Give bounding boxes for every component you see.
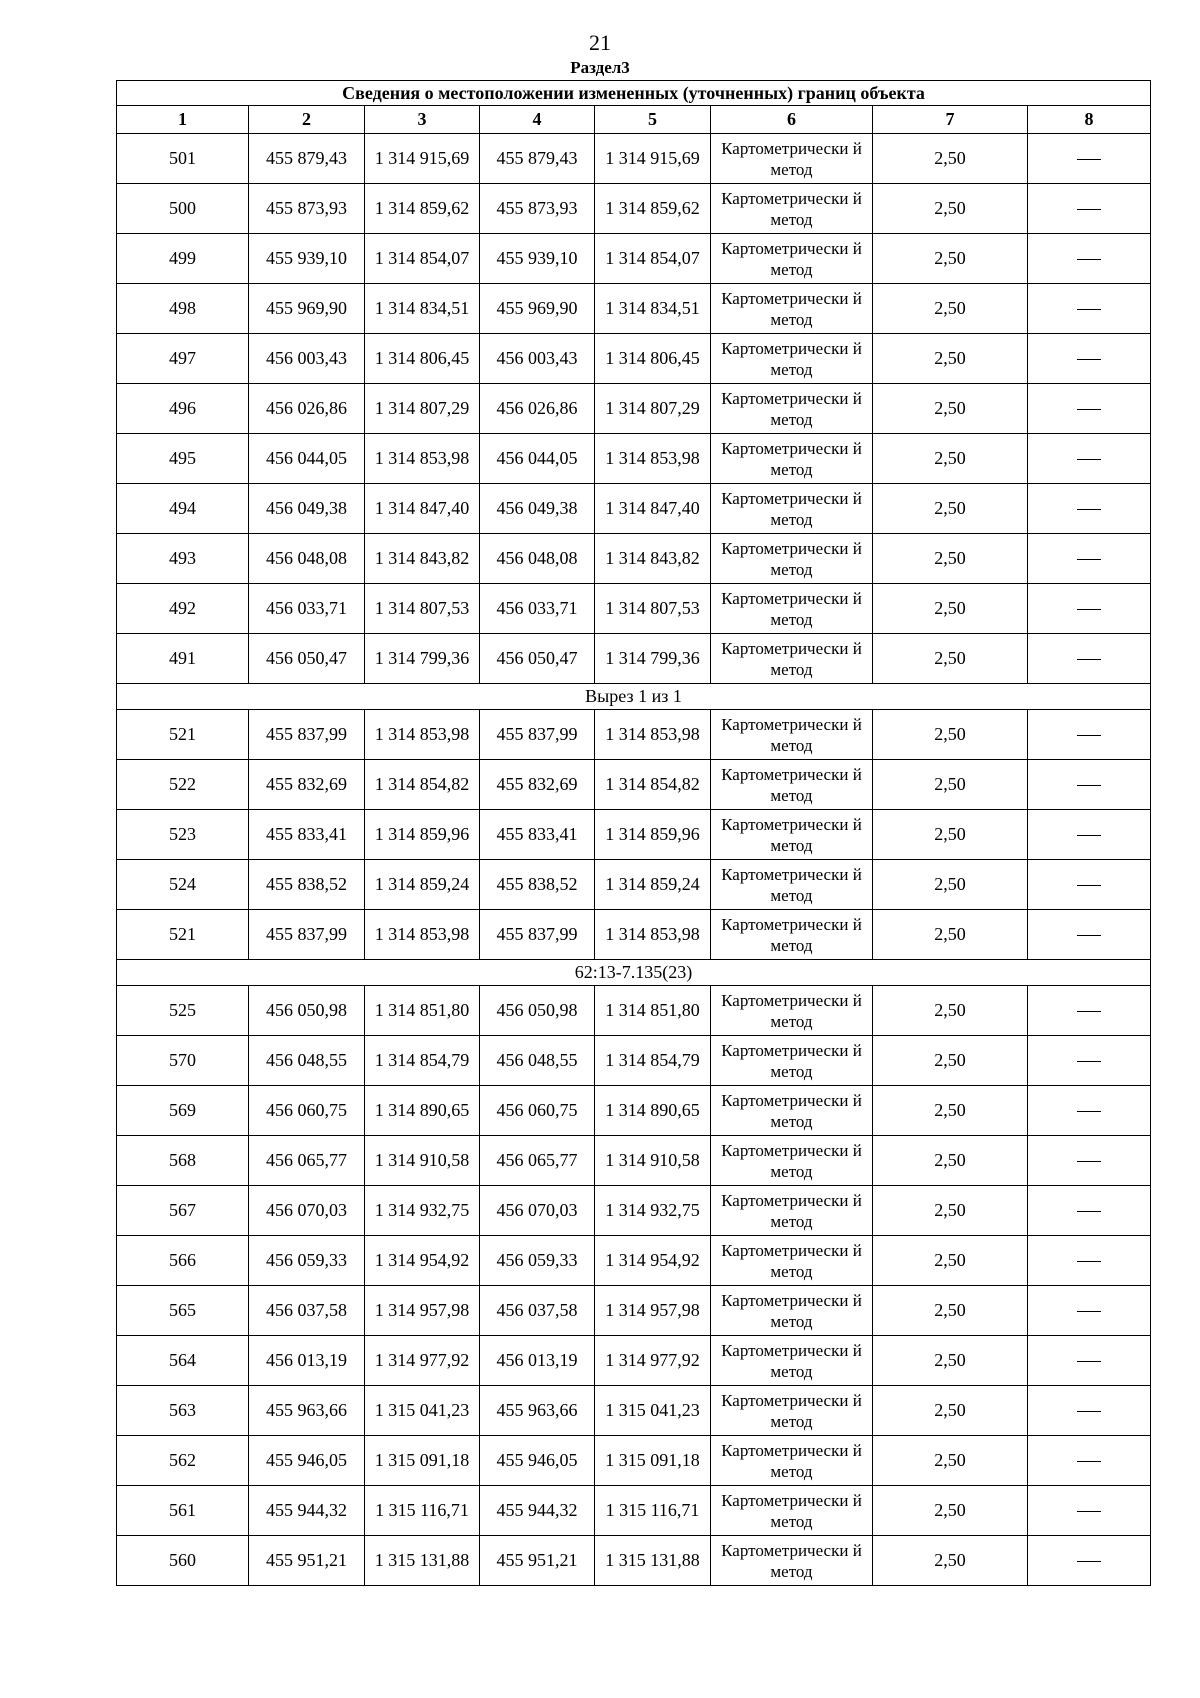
table-row — [117, 1386, 1151, 1436]
dash-mark — [1077, 509, 1101, 510]
table-cell: 2,50 — [873, 710, 1028, 760]
table-cell: 523 — [117, 810, 249, 860]
table-cell: 2,50 — [873, 334, 1028, 384]
dash-mark — [1077, 1561, 1101, 1562]
dash-mark — [1077, 609, 1101, 610]
table-cell-dash — [1028, 584, 1151, 634]
table-cell: Картометрически й метод — [711, 810, 873, 860]
table-cell: 1 314 859,96 — [595, 810, 711, 860]
table-cell-dash — [1028, 760, 1151, 810]
table-cell: 1 314 799,36 — [365, 634, 480, 684]
table-cell: 456 050,98 — [249, 986, 365, 1036]
table-cell: 1 314 859,24 — [365, 860, 480, 910]
dash-mark — [1077, 659, 1101, 660]
table-cell: Картометрически й метод — [711, 1486, 873, 1536]
table-cell: 455 946,05 — [480, 1436, 595, 1486]
table-cell: Картометрически й метод — [711, 1136, 873, 1186]
table-cell: 1 314 806,45 — [365, 334, 480, 384]
group-label: Вырез 1 из 1 — [117, 684, 1151, 710]
boundary-table — [116, 80, 1151, 1586]
table-cell: 1 314 859,62 — [595, 184, 711, 234]
table-cell: 495 — [117, 434, 249, 484]
table-cell: 455 963,66 — [480, 1386, 595, 1436]
table-cell: 2,50 — [873, 910, 1028, 960]
table-cell: 1 314 851,80 — [365, 986, 480, 1036]
table-cell: 456 013,19 — [480, 1336, 595, 1386]
table-row — [117, 1536, 1151, 1586]
page-number: 21 — [589, 30, 611, 55]
table-cell: 2,50 — [873, 534, 1028, 584]
table-cell: Картометрически й метод — [711, 1236, 873, 1286]
table-cell: Картометрически й метод — [711, 1436, 873, 1486]
table-cell-dash — [1028, 1136, 1151, 1186]
table-cell: 456 026,86 — [480, 384, 595, 434]
table-cell-dash — [1028, 184, 1151, 234]
table-cell-dash — [1028, 1236, 1151, 1286]
table-cell: 2,50 — [873, 1486, 1028, 1536]
table-row — [117, 184, 1151, 234]
table-cell: 2,50 — [873, 234, 1028, 284]
dash-mark — [1077, 1061, 1101, 1062]
table-cell-dash — [1028, 1536, 1151, 1586]
table-cell: 1 314 834,51 — [595, 284, 711, 334]
table-cell: 2,50 — [873, 1186, 1028, 1236]
table-cell: 1 314 807,29 — [595, 384, 711, 434]
table-cell: 455 879,43 — [480, 134, 595, 184]
table-cell: 2,50 — [873, 384, 1028, 434]
table-cell: 1 314 806,45 — [595, 334, 711, 384]
column-header: 7 — [873, 106, 1028, 134]
table-row — [117, 860, 1151, 910]
table-cell: 1 314 853,98 — [595, 710, 711, 760]
table-cell: 455 969,90 — [480, 284, 595, 334]
column-header: 6 — [711, 106, 873, 134]
table-cell: 2,50 — [873, 1386, 1028, 1436]
table-cell: 456 065,77 — [480, 1136, 595, 1186]
table-cell: Картометрически й метод — [711, 910, 873, 960]
table-cell: 491 — [117, 634, 249, 684]
table-cell: 2,50 — [873, 1086, 1028, 1136]
group-label: 62:13-7.135(23) — [117, 960, 1151, 986]
dash-mark — [1077, 559, 1101, 560]
table-body — [117, 134, 1151, 1586]
table-cell: 456 044,05 — [249, 434, 365, 484]
table-row — [117, 710, 1151, 760]
table-row — [117, 760, 1151, 810]
table-cell: 456 049,38 — [480, 484, 595, 534]
table-cell: 455 832,69 — [480, 760, 595, 810]
table-cell: 455 946,05 — [249, 1436, 365, 1486]
table-cell: 561 — [117, 1486, 249, 1536]
table-cell: 1 314 847,40 — [595, 484, 711, 534]
table-cell: 525 — [117, 986, 249, 1036]
table-cell-dash — [1028, 634, 1151, 684]
dash-mark — [1077, 209, 1101, 210]
table-cell: 2,50 — [873, 1036, 1028, 1086]
table-cell: 455 837,99 — [480, 910, 595, 960]
group-label-row — [117, 684, 1151, 710]
table-cell: Картометрически й метод — [711, 134, 873, 184]
table-cell: 2,50 — [873, 634, 1028, 684]
table-cell: 456 033,71 — [480, 584, 595, 634]
table-cell: 560 — [117, 1536, 249, 1586]
table-cell: 493 — [117, 534, 249, 584]
table-cell: 1 314 851,80 — [595, 986, 711, 1036]
table-row — [117, 534, 1151, 584]
table-cell: 456 050,47 — [249, 634, 365, 684]
dash-mark — [1077, 935, 1101, 936]
table-cell: Картометрически й метод — [711, 584, 873, 634]
table-cell-dash — [1028, 810, 1151, 860]
table-cell: 456 070,03 — [249, 1186, 365, 1236]
table-row — [117, 1486, 1151, 1536]
table-cell: 456 059,33 — [249, 1236, 365, 1286]
table-cell: 455 939,10 — [480, 234, 595, 284]
table-cell: 1 314 854,79 — [365, 1036, 480, 1086]
column-header: 8 — [1028, 106, 1151, 134]
table-row — [117, 584, 1151, 634]
table-cell-dash — [1028, 1486, 1151, 1536]
table-cell: Картометрически й метод — [711, 1286, 873, 1336]
table-row — [117, 1436, 1151, 1486]
table-cell: 456 003,43 — [480, 334, 595, 384]
table-cell: 1 314 807,29 — [365, 384, 480, 434]
table-cell: Картометрически й метод — [711, 484, 873, 534]
dash-mark — [1077, 259, 1101, 260]
table-cell: Картометрически й метод — [711, 184, 873, 234]
table-cell: 455 944,32 — [249, 1486, 365, 1536]
table-cell: Картометрически й метод — [711, 1086, 873, 1136]
table-cell: 2,50 — [873, 434, 1028, 484]
table-row — [117, 1186, 1151, 1236]
table-cell: 2,50 — [873, 810, 1028, 860]
table-cell: 2,50 — [873, 484, 1028, 534]
table-cell-dash — [1028, 484, 1151, 534]
dash-mark — [1077, 835, 1101, 836]
table-cell: 569 — [117, 1086, 249, 1136]
dash-mark — [1077, 459, 1101, 460]
table-cell: 455 969,90 — [249, 284, 365, 334]
table-cell-dash — [1028, 534, 1151, 584]
table-cell: 455 873,93 — [249, 184, 365, 234]
table-cell: 455 951,21 — [249, 1536, 365, 1586]
table-cell: 1 314 854,07 — [365, 234, 480, 284]
table-cell: 2,50 — [873, 134, 1028, 184]
table-cell: 524 — [117, 860, 249, 910]
table-row — [117, 634, 1151, 684]
table-cell: 455 873,93 — [480, 184, 595, 234]
table-cell: 455 833,41 — [480, 810, 595, 860]
table-cell-dash — [1028, 710, 1151, 760]
table-cell-dash — [1028, 384, 1151, 434]
table-cell: 494 — [117, 484, 249, 534]
dash-mark — [1077, 1261, 1101, 1262]
table-cell: 492 — [117, 584, 249, 634]
table-cell-dash — [1028, 1286, 1151, 1336]
table-cell: Картометрически й метод — [711, 634, 873, 684]
table-cell: 1 315 116,71 — [595, 1486, 711, 1536]
table-cell: 497 — [117, 334, 249, 384]
table-cell: 1 314 853,98 — [595, 434, 711, 484]
table-cell: 456 060,75 — [249, 1086, 365, 1136]
table-cell: Картометрически й метод — [711, 384, 873, 434]
table-caption-row — [117, 81, 1151, 106]
dash-mark — [1077, 159, 1101, 160]
table-cell: 1 314 853,98 — [595, 910, 711, 960]
table-cell: 456 026,86 — [249, 384, 365, 434]
table-cell-dash — [1028, 1036, 1151, 1086]
table-cell: 522 — [117, 760, 249, 810]
table-cell: 562 — [117, 1436, 249, 1486]
table-cell: 1 314 859,24 — [595, 860, 711, 910]
table-cell: 1 315 116,71 — [365, 1486, 480, 1536]
table-cell: 2,50 — [873, 284, 1028, 334]
table-cell: 456 065,77 — [249, 1136, 365, 1186]
table-header-row — [117, 106, 1151, 134]
table-cell: 1 315 041,23 — [365, 1386, 480, 1436]
table-cell: 456 048,55 — [249, 1036, 365, 1086]
dash-mark — [1077, 735, 1101, 736]
table-cell-dash — [1028, 334, 1151, 384]
table-row — [117, 334, 1151, 384]
table-cell: 563 — [117, 1386, 249, 1436]
table-cell: 1 314 859,96 — [365, 810, 480, 860]
table-cell: 1 314 799,36 — [595, 634, 711, 684]
dash-mark — [1077, 885, 1101, 886]
table-cell: 2,50 — [873, 1136, 1028, 1186]
table-cell: 455 838,52 — [480, 860, 595, 910]
table-cell: 1 315 131,88 — [595, 1536, 711, 1586]
table-cell-dash — [1028, 1336, 1151, 1386]
table-cell: 456 037,58 — [249, 1286, 365, 1336]
table-cell: 456 044,05 — [480, 434, 595, 484]
table-cell-dash — [1028, 1386, 1151, 1436]
dash-mark — [1077, 409, 1101, 410]
table-cell: Картометрически й метод — [711, 434, 873, 484]
table-cell: 456 059,33 — [480, 1236, 595, 1286]
column-header: 5 — [595, 106, 711, 134]
dash-mark — [1077, 1011, 1101, 1012]
table-row — [117, 910, 1151, 960]
table-cell: 1 314 977,92 — [595, 1336, 711, 1386]
table-cell: 1 315 131,88 — [365, 1536, 480, 1586]
table-cell: 1 314 932,75 — [595, 1186, 711, 1236]
table-cell: 2,50 — [873, 1336, 1028, 1386]
table-row — [117, 484, 1151, 534]
table-cell: 2,50 — [873, 1236, 1028, 1286]
table-cell: Картометрически й метод — [711, 1036, 873, 1086]
table-cell: 456 050,47 — [480, 634, 595, 684]
table-cell: 567 — [117, 1186, 249, 1236]
table-row — [117, 1336, 1151, 1386]
table-cell-dash — [1028, 1436, 1151, 1486]
table-cell: 1 314 854,79 — [595, 1036, 711, 1086]
table-cell-dash — [1028, 986, 1151, 1036]
table-cell: 456 048,55 — [480, 1036, 595, 1086]
table-cell: Картометрически й метод — [711, 334, 873, 384]
table-row — [117, 1236, 1151, 1286]
table-cell: 1 314 957,98 — [365, 1286, 480, 1336]
table-row — [117, 1136, 1151, 1186]
table-cell-dash — [1028, 434, 1151, 484]
dash-mark — [1077, 359, 1101, 360]
table-cell: 455 838,52 — [249, 860, 365, 910]
table-cell: 1 314 910,58 — [365, 1136, 480, 1186]
table-cell: Картометрически й метод — [711, 234, 873, 284]
table-cell: 500 — [117, 184, 249, 234]
table-cell: 456 070,03 — [480, 1186, 595, 1236]
table-cell: Картометрически й метод — [711, 710, 873, 760]
table-cell: 1 314 847,40 — [365, 484, 480, 534]
table-cell: 498 — [117, 284, 249, 334]
column-header: 1 — [117, 106, 249, 134]
table-cell: 1 314 977,92 — [365, 1336, 480, 1386]
dash-mark — [1077, 1311, 1101, 1312]
table-cell: 456 050,98 — [480, 986, 595, 1036]
table-cell: 1 314 843,82 — [595, 534, 711, 584]
table-cell: 455 833,41 — [249, 810, 365, 860]
table-cell: Картометрически й метод — [711, 760, 873, 810]
table-cell: 565 — [117, 1286, 249, 1336]
table-cell: 2,50 — [873, 860, 1028, 910]
table-cell: Картометрически й метод — [711, 860, 873, 910]
table-cell-dash — [1028, 1186, 1151, 1236]
table-cell: 456 060,75 — [480, 1086, 595, 1136]
table-cell: 1 314 915,69 — [365, 134, 480, 184]
column-header: 4 — [480, 106, 595, 134]
table-row — [117, 810, 1151, 860]
table-cell: Картометрически й метод — [711, 1336, 873, 1386]
table-cell: 570 — [117, 1036, 249, 1086]
group-label-row — [117, 960, 1151, 986]
table-cell: Картометрически й метод — [711, 284, 873, 334]
table-cell: 1 314 834,51 — [365, 284, 480, 334]
table-cell: 1 314 854,82 — [595, 760, 711, 810]
table-cell: 456 003,43 — [249, 334, 365, 384]
table-caption: Сведения о местоположении измененных (уточненных) границ объекта — [117, 81, 1151, 106]
table-cell: 1 315 091,18 — [595, 1436, 711, 1486]
table-cell: 1 314 807,53 — [365, 584, 480, 634]
table-cell: 456 048,08 — [249, 534, 365, 584]
table-cell: 1 314 954,92 — [595, 1236, 711, 1286]
dash-mark — [1077, 309, 1101, 310]
table-row — [117, 134, 1151, 184]
dash-mark — [1077, 1511, 1101, 1512]
table-cell: 1 315 091,18 — [365, 1436, 480, 1486]
table-cell-dash — [1028, 284, 1151, 334]
table-cell: 501 — [117, 134, 249, 184]
table-cell: 2,50 — [873, 986, 1028, 1036]
table-cell: 1 314 853,98 — [365, 910, 480, 960]
table-cell: 455 939,10 — [249, 234, 365, 284]
table-row — [117, 434, 1151, 484]
table-cell: 455 837,99 — [480, 710, 595, 760]
table-row — [117, 1036, 1151, 1086]
dash-mark — [1077, 1111, 1101, 1112]
table-cell-dash — [1028, 134, 1151, 184]
table-row — [117, 384, 1151, 434]
table-cell: 455 832,69 — [249, 760, 365, 810]
table-cell: 568 — [117, 1136, 249, 1186]
table-cell: 1 314 890,65 — [365, 1086, 480, 1136]
table-cell: 1 314 854,07 — [595, 234, 711, 284]
table-cell-dash — [1028, 1086, 1151, 1136]
table-cell: 456 049,38 — [249, 484, 365, 534]
table-cell: 1 315 041,23 — [595, 1386, 711, 1436]
section-title: Раздел3 — [570, 58, 630, 77]
table-cell: 1 314 932,75 — [365, 1186, 480, 1236]
table-cell-dash — [1028, 860, 1151, 910]
table-cell: 455 963,66 — [249, 1386, 365, 1436]
table-cell: 521 — [117, 910, 249, 960]
table-cell: 2,50 — [873, 760, 1028, 810]
table-cell: 1 314 853,98 — [365, 710, 480, 760]
dash-mark — [1077, 785, 1101, 786]
table-cell: Картометрически й метод — [711, 1386, 873, 1436]
table-row — [117, 234, 1151, 284]
column-header: 3 — [365, 106, 480, 134]
table-cell: 1 314 853,98 — [365, 434, 480, 484]
dash-mark — [1077, 1361, 1101, 1362]
table-cell: 455 837,99 — [249, 710, 365, 760]
table-cell: 521 — [117, 710, 249, 760]
table-cell: 2,50 — [873, 1286, 1028, 1336]
table-row — [117, 986, 1151, 1036]
table-cell: Картометрически й метод — [711, 534, 873, 584]
table-cell: 566 — [117, 1236, 249, 1286]
table-cell: 1 314 954,92 — [365, 1236, 480, 1286]
table-cell: 456 033,71 — [249, 584, 365, 634]
table-cell: 455 951,21 — [480, 1536, 595, 1586]
dash-mark — [1077, 1411, 1101, 1412]
table-cell-dash — [1028, 910, 1151, 960]
table-cell: 1 314 854,82 — [365, 760, 480, 810]
dash-mark — [1077, 1461, 1101, 1462]
table-cell: 564 — [117, 1336, 249, 1386]
table-cell: Картометрически й метод — [711, 1186, 873, 1236]
table-row — [117, 1286, 1151, 1336]
table-cell: 455 837,99 — [249, 910, 365, 960]
table-cell: 2,50 — [873, 584, 1028, 634]
table-row — [117, 1086, 1151, 1136]
table-cell: 456 048,08 — [480, 534, 595, 584]
table-cell: 455 879,43 — [249, 134, 365, 184]
table-cell: 456 037,58 — [480, 1286, 595, 1336]
column-header: 2 — [249, 106, 365, 134]
table-cell: 455 944,32 — [480, 1486, 595, 1536]
table-cell: Картометрически й метод — [711, 986, 873, 1036]
table-cell: 456 013,19 — [249, 1336, 365, 1386]
table-cell: 2,50 — [873, 1536, 1028, 1586]
table-cell: 499 — [117, 234, 249, 284]
table-cell: 1 314 890,65 — [595, 1086, 711, 1136]
table-cell: 2,50 — [873, 184, 1028, 234]
table-cell: 1 314 915,69 — [595, 134, 711, 184]
dash-mark — [1077, 1211, 1101, 1212]
table-cell: Картометрически й метод — [711, 1536, 873, 1586]
dash-mark — [1077, 1161, 1101, 1162]
table-cell: 1 314 807,53 — [595, 584, 711, 634]
table-cell: 1 314 957,98 — [595, 1286, 711, 1336]
table-cell: 1 314 859,62 — [365, 184, 480, 234]
table-cell: 1 314 910,58 — [595, 1136, 711, 1186]
table-cell: 1 314 843,82 — [365, 534, 480, 584]
table-cell: 496 — [117, 384, 249, 434]
table-row — [117, 284, 1151, 334]
table-cell-dash — [1028, 234, 1151, 284]
table-cell: 2,50 — [873, 1436, 1028, 1486]
